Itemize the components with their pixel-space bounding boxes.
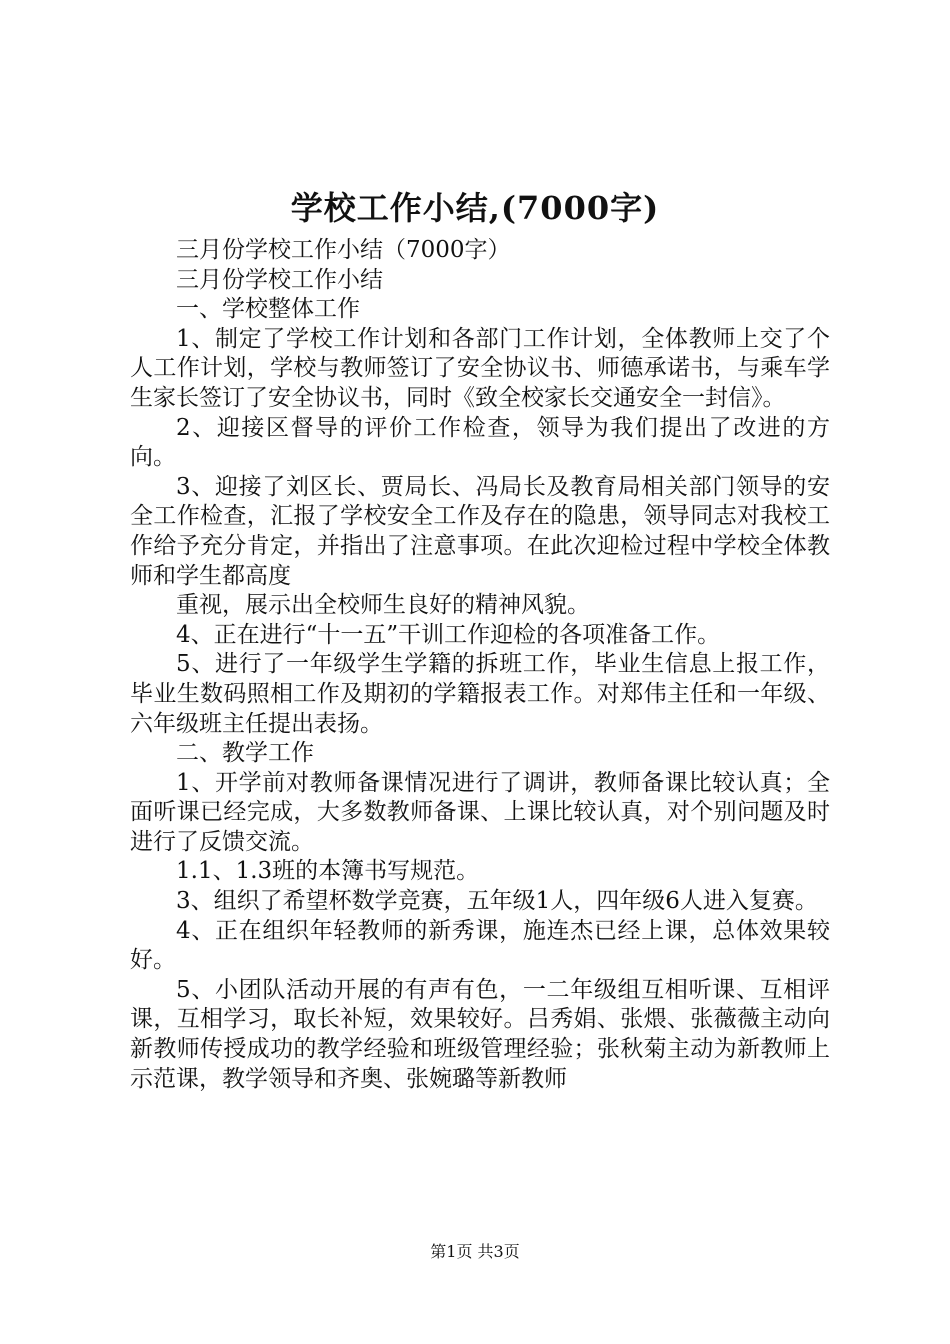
section-heading: 二、教学工作 (176, 740, 314, 767)
paragraph: 3、组织了希望杯数学竞赛，五年级1人，四年级6人进入复赛。 (176, 888, 818, 915)
paragraph: 三月份学校工作小结（7000字） (176, 237, 511, 263)
document-title: 学校工作小结,(7000字) (290, 189, 660, 227)
paragraph: 1.1、1.3班的本簿书写规范。 (176, 858, 480, 885)
paragraph: 重视，展示出全校师生良好的精神风貌。 (176, 592, 590, 619)
section-heading: 一、学校整体工作 (176, 296, 360, 323)
paragraph: 5、小团队活动开展的有声有色，一二年级组互相听课、互相评课，互相学习，取长补短，效果较好。吕秀娟、张煨、张薇薇主动向新教师传授成功的教学经验和班级管理经验；张秋菊主动为新教师上示范课，教学领导和齐奥、张婉璐等新教师 (130, 976, 830, 1092)
document-body (130, 236, 830, 1094)
paragraph: 5、进行了一年级学生学籍的拆班工作，毕业生信息上报工作，毕业生数码照相工作及期初的学籍报表工作。对郑伟主任和一年级、六年级班主任提出表扬。 (130, 651, 830, 737)
paragraph: 2、迎接区督导的评价工作检查，领导为我们提出了改进的方向。 (130, 414, 830, 471)
page-footer: 第1页 共3页 (430, 1242, 520, 1261)
paragraph: 3、迎接了刘区长、贾局长、冯局长及教育局相关部门领导的安全工作检查，汇报了学校安全工作及存在的隐患，领导同志对我校工作给予充分肯定，并指出了注意事项。在此次迎检过程中学校全体教师和学生都高度 (130, 473, 830, 589)
paragraph: 4、正在进行“十一五”干训工作迎检的各项准备工作。 (176, 621, 721, 648)
paragraph: 三月份学校工作小结 (176, 266, 383, 293)
paragraph: 1、制定了学校工作计划和各部门工作计划，全体教师上交了个人工作计划，学校与教师签订了安全协议书、师德承诺书，与乘车学生家长签订了安全协议书，同时《致全校家长交通安全一封信》。 (130, 325, 830, 411)
paragraph: 4、正在组织年轻教师的新秀课，施连杰已经上课，总体效果较好。 (130, 917, 830, 974)
paragraph: 1、开学前对教师备课情况进行了调讲，教师备课比较认真；全面听课已经完成，大多数教师备课、上课比较认真，对个别问题及时进行了反馈交流。 (130, 769, 830, 855)
